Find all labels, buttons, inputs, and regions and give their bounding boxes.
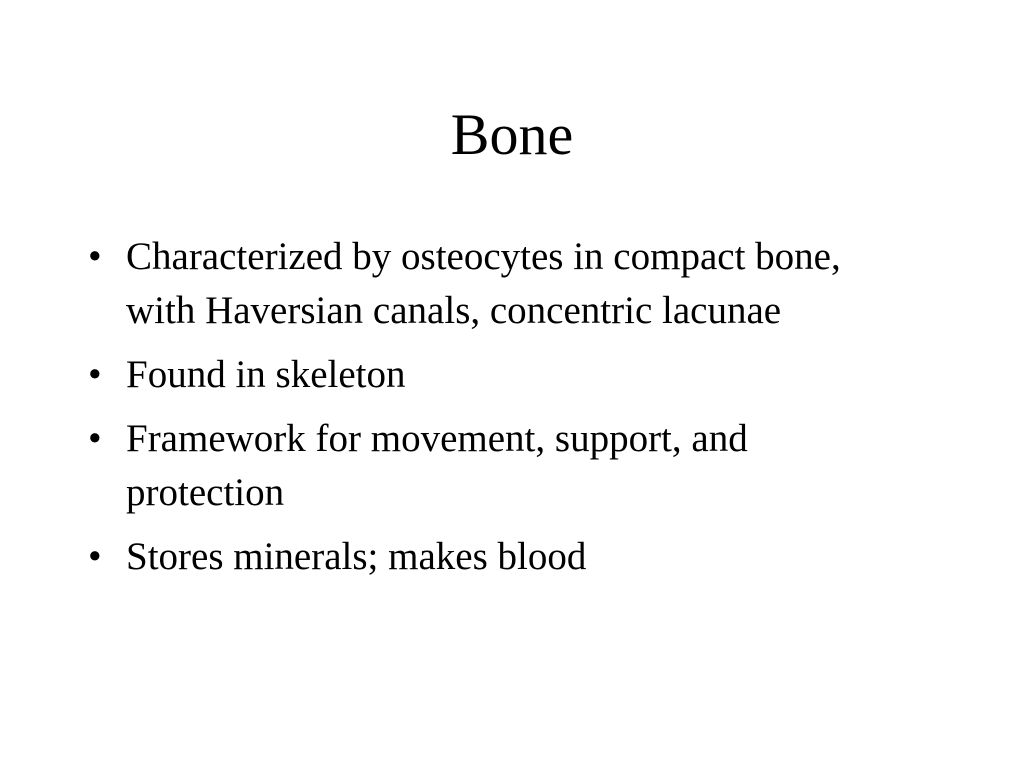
bullet-item [86, 412, 886, 520]
bullet-text: Found in skeleton [126, 353, 406, 396]
bullet-icon: • [88, 235, 102, 278]
bullet-item [86, 230, 886, 338]
bullet-icon: • [88, 353, 102, 396]
bullet-item [86, 530, 886, 584]
bullet-icon: • [88, 535, 102, 578]
bullet-text: Framework for movement, support, and protection [126, 417, 748, 514]
bullet-text: Stores minerals; makes blood [126, 535, 587, 578]
slide-title: Bone [450, 102, 574, 167]
bullet-item [86, 348, 886, 402]
bullet-text: Characterized by osteocytes in compact bone, with Haversian canals, concentric lacunae [126, 235, 841, 332]
bullet-list [86, 230, 886, 594]
bullet-icon: • [88, 417, 102, 460]
